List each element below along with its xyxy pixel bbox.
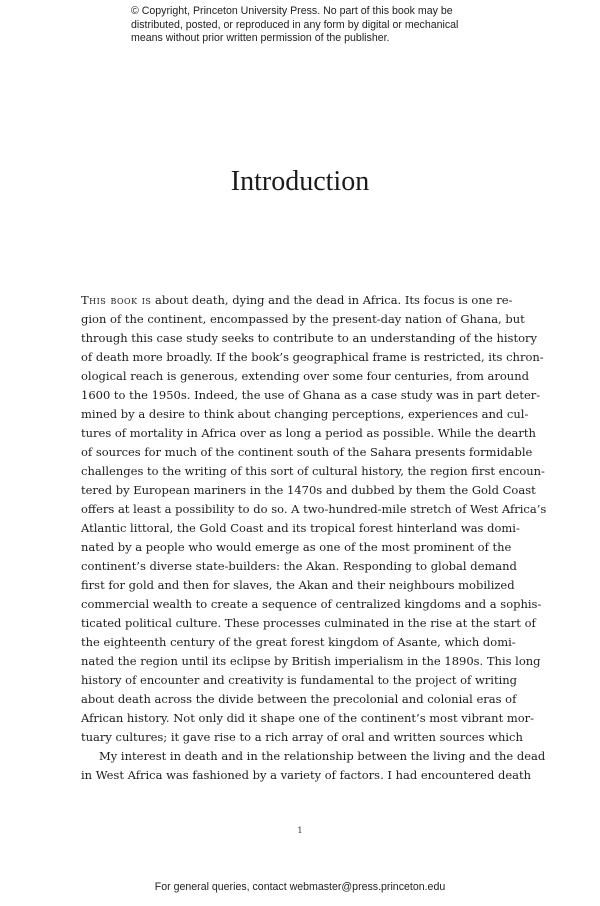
text-line: history of encounter and creativity is fundamental to the project of writing	[81, 673, 518, 687]
footer-contact: For general queries, contact webmaster@press.princeton.edu	[154, 881, 446, 893]
copyright-line-1: © Copyright, Princeton University Press. No part of this book may be	[131, 5, 453, 17]
copyright-line-3: means without prior written permission of the publisher.	[131, 32, 390, 45]
chapter-title: Introduction	[230, 166, 370, 197]
paragraph-1-last-line: tuary cultures; it gave rise to a rich array of oral and written sources which	[81, 730, 523, 744]
text-line: ological reach is generous, extending over some four centuries, from around	[81, 369, 529, 383]
lead-in-smallcaps: This book is	[81, 293, 152, 307]
text-line: first for gold and then for slaves, the Akan and their neighbours mobilized	[81, 578, 515, 592]
text-line: commercial wealth to create a sequence of centralized kingdoms and a sophis-	[81, 597, 542, 611]
text-line: nated the region until its eclipse by British imperialism in the 1890s. This long	[81, 654, 541, 668]
text-line: offers at least a possibility to do so. A two-hundred-mile stretch of West Africa’s	[81, 502, 547, 516]
text-line: 1600 to the 1950s. Indeed, the use of Ghana as a case study was in part deter-	[81, 388, 541, 402]
text-line: tered by European mariners in the 1470s and dubbed by them the Gold Coast	[81, 483, 536, 497]
paragraph-2-first-line: My interest in death and in the relationship between the living and the dead	[99, 749, 546, 763]
text-line: ticated political culture. These processes culminated in the rise at the start of	[81, 616, 536, 630]
text-line: challenges to the writing of this sort of cultural history, the region first encoun-	[81, 464, 545, 478]
paragraph-1-first-line	[81, 291, 513, 310]
text-line: gion of the continent, encompassed by the present-day nation of Ghana, but	[81, 312, 525, 326]
text-line: African history. Not only did it shape one of the continent’s most vibrant mor-	[81, 711, 535, 725]
text-line: through this case study seeks to contribute to an understanding of the history	[81, 331, 537, 345]
page-number: 1	[297, 826, 303, 836]
text-line: in West Africa was fashioned by a variety of factors. I had encountered death	[81, 768, 532, 782]
text-line: mined by a desire to think about changing perceptions, experiences and cul-	[81, 407, 529, 421]
text-line: tures of mortality in Africa over as long a period as possible. While the dearth	[81, 426, 536, 440]
text-line: the eighteenth century of the great forest kingdom of Asante, which domi-	[81, 635, 516, 649]
text-line: of death more broadly. If the book’s geographical frame is restricted, its chron-	[81, 350, 544, 364]
copyright-notice	[131, 5, 531, 46]
text-line: nated by a people who would emerge as one of the most prominent of the	[81, 540, 512, 554]
text-line: continent’s diverse state-builders: the Akan. Responding to global demand	[81, 559, 517, 573]
text-line: of sources for much of the continent south of the Sahara presents formidable	[81, 445, 533, 459]
body-text	[81, 291, 547, 785]
text-line: about death across the divide between the precolonial and colonial eras of	[81, 692, 517, 706]
copyright-line-2: distributed, posted, or reproduced in any form by digital or mechanical	[131, 18, 459, 31]
first-line-rest: about death, dying and the dead in Africa. Its focus is one re-	[151, 293, 513, 307]
text-line: Atlantic littoral, the Gold Coast and its tropical forest hinterland was domi-	[81, 521, 520, 535]
